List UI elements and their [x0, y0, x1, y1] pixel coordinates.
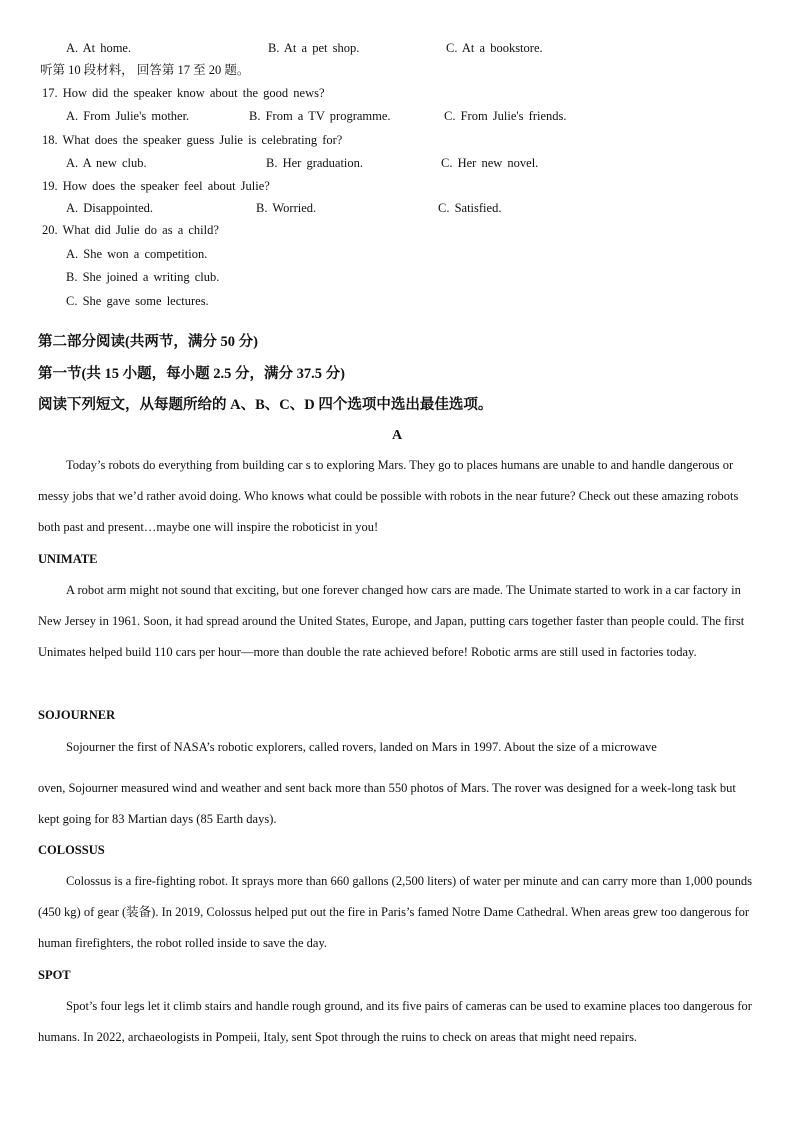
q20-option-a: A. She won a competition.	[66, 247, 208, 261]
section-heading-spot: SPOT	[38, 968, 71, 982]
q20-option-b: B. She joined a writing club.	[66, 270, 220, 284]
q19-question: 19. How does the speaker feel about Julie?	[42, 179, 270, 193]
section-text-spot: Spot’s four legs let it climb stairs and handle rough ground, and its five pairs of cameras can be used to examine places too dangerous for humans. In 2022, archaeologists in Pompeii, Italy, sent Spot through the ruins to check on areas that might need repairs.	[38, 999, 752, 1045]
q20-question: 20. What did Julie do as a child?	[42, 223, 219, 237]
passage-intro: Today’s robots do everything from building car s to exploring Mars. They go to places humans are unable to and handle dangerous or messy jobs that we’d rather avoid doing. Who knows what could be possible with robots in the near future? Check out these amazing robots both past and present…maybe one will inspire the roboticist in you!	[38, 458, 739, 535]
q19-option-b: B. Worried.	[256, 201, 317, 215]
section-line-sojourner: Sojourner the first of NASA’s robotic explorers, called rovers, landed on Mars in 1997. About the size of a microwave	[66, 740, 657, 754]
section-text-colossus: Colossus is a fire-fighting robot. It sprays more than 660 gallons (2,500 liters) of water per minute and can carry more than 1,000 pounds (450 kg) of gear (装备). In 2019, Colossus helped put out the fire in Paris’s famed Notre Dame Cathedral. When areas grew too dangerous for human firefighters, the robot rolled inside to save the day.	[38, 874, 752, 951]
section-text-sojourner: oven, Sojourner measured wind and weather and sent back more than 550 photos of Mars. The rover was designed for a week-long task but kept going for 83 Martian days (85 Earth days).	[38, 781, 736, 827]
q18-question: 18. What does the speaker guess Julie is celebrating for?	[42, 133, 343, 147]
q17-option-b: B. From a TV programme.	[249, 109, 391, 123]
section-heading-colossus: COLOSSUS	[38, 843, 105, 857]
q16-option-c: C. At a bookstore.	[446, 41, 543, 55]
q16-option-a: A. At home.	[66, 41, 132, 55]
reading-section-title: 第一节(共 15 小题，每小题 2.5 分，满分 37.5 分)	[38, 366, 345, 382]
q17-option-a: A. From Julie's mother.	[66, 109, 190, 123]
q17-option-c: C. From Julie's friends.	[444, 109, 567, 123]
passage-letter: A	[391, 428, 403, 443]
q18-option-b: B. Her graduation.	[266, 156, 364, 170]
q18-option-c: C. Her new novel.	[441, 156, 539, 170]
q19-option-a: A. Disappointed.	[66, 201, 154, 215]
q17-question: 17. How did the speaker know about the good news?	[42, 86, 325, 100]
q20-option-c: C. She gave some lectures.	[66, 294, 209, 308]
listening-instruction: 听第 10 段材料， 回答第 17 至 20 题。	[40, 63, 250, 77]
section-heading-sojourner: SOJOURNER	[38, 708, 116, 722]
section-text-unimate: A robot arm might not sound that exciting, but one forever changed how cars are made. The Unimate started to work in a car factory in New Jersey in 1961. Soon, it had spread around the United States, Europe, and Japan, putting cars together faster than people could. The first Unimates helped build 110 cars per hour—more than double the rate achieved before! Robotic arms are still used in factories today.	[38, 583, 745, 659]
q16-option-b: B. At a pet shop.	[268, 41, 360, 55]
reading-part-title: 第二部分阅读(共两节，满分 50 分)	[38, 334, 258, 350]
reading-instruction: 阅读下列短文，从每题所给的 A、B、C、D 四个选项中选出最佳选项。	[38, 397, 493, 413]
section-heading-unimate: UNIMATE	[38, 552, 98, 566]
q18-option-a: A. A new club.	[66, 156, 147, 170]
q19-option-c: C. Satisfied.	[438, 201, 502, 215]
